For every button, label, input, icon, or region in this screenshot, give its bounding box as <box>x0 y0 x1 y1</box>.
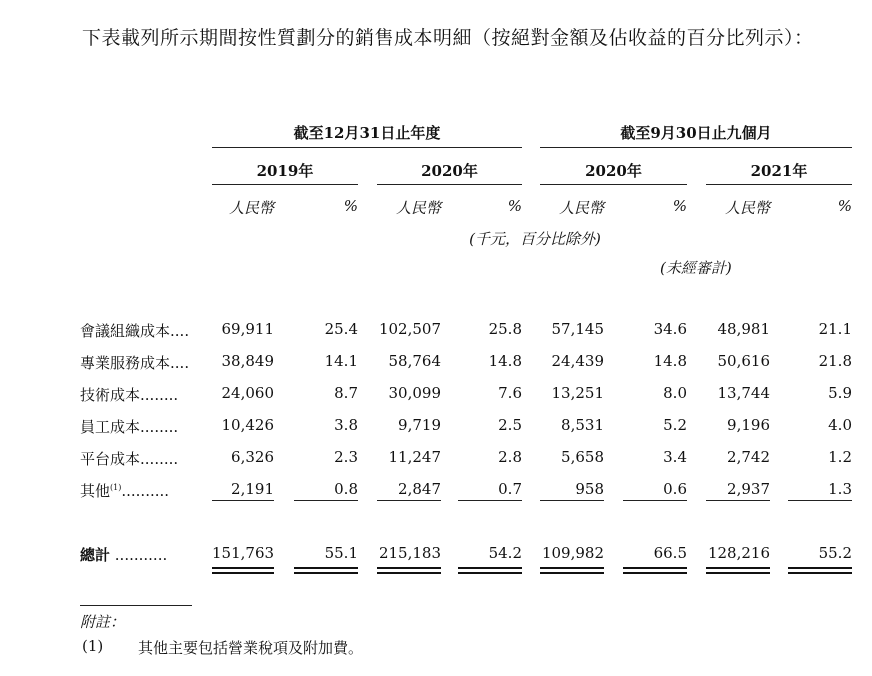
cell-value: 3.8 <box>334 416 358 434</box>
cell-value: 2.5 <box>498 416 522 434</box>
subtotal-rule <box>377 500 441 501</box>
total-value: 66.5 <box>653 544 687 562</box>
cell-value: 10,426 <box>221 416 274 434</box>
leader-dots: .... <box>170 354 190 372</box>
unit-percent: % <box>507 197 522 215</box>
cell-value: 2,937 <box>727 480 770 498</box>
cell-value: 1.2 <box>828 448 852 466</box>
total-double-rule <box>540 567 604 574</box>
note-text: 其他主要包括營業稅項及附加費。 <box>138 639 364 657</box>
leader-dots: .... <box>170 322 190 340</box>
leader-dots: ........... <box>110 546 168 564</box>
header-year: 2019年 <box>256 162 314 180</box>
row-label <box>80 384 195 405</box>
cell-value: 1.3 <box>828 480 852 498</box>
header-year: 2021年 <box>750 162 808 180</box>
total-double-rule <box>458 567 522 574</box>
row-label <box>80 416 195 437</box>
cell-value: 4.0 <box>828 416 852 434</box>
row-label-text: 技術成本 <box>80 386 141 404</box>
cell-value: 24,060 <box>221 384 274 402</box>
cell-value: 50,616 <box>717 352 770 370</box>
cell-value: 34.6 <box>653 320 687 338</box>
cell-value: 2,742 <box>727 448 770 466</box>
cell-value: 38,849 <box>221 352 274 370</box>
unaudited-note: (未經審計) <box>660 259 732 277</box>
cell-value: 2,191 <box>231 480 274 498</box>
header-nine-month-rule <box>540 147 852 148</box>
cell-value: 0.8 <box>334 480 358 498</box>
cell-value: 8.0 <box>663 384 687 402</box>
subtotal-rule <box>294 500 358 501</box>
cell-value: 2.8 <box>498 448 522 466</box>
total-double-rule <box>294 567 358 574</box>
leader-dots: .......... <box>121 482 170 500</box>
subtotal-rule <box>788 500 852 501</box>
cell-value: 13,744 <box>717 384 770 402</box>
cell-value: 5.9 <box>828 384 852 402</box>
footnote-marker: (1) <box>110 483 122 492</box>
cell-value: 14.8 <box>653 352 687 370</box>
header-nine-month-group: 截至9月30日止九個月 <box>620 124 772 142</box>
header-year-underline <box>377 184 522 185</box>
header-year-underline <box>212 184 358 185</box>
cell-value: 7.6 <box>498 384 522 402</box>
total-value: 55.1 <box>324 544 358 562</box>
cell-value: 24,439 <box>551 352 604 370</box>
cell-value: 5,658 <box>561 448 604 466</box>
subtotal-rule <box>212 500 274 501</box>
unit-rmb: 人民幣 <box>228 199 274 217</box>
cell-value: 21.1 <box>818 320 852 338</box>
cell-value: 8.7 <box>334 384 358 402</box>
total-double-rule <box>212 567 274 574</box>
cell-value: 958 <box>575 480 604 498</box>
header-year: 2020年 <box>421 162 478 180</box>
subtotal-rule <box>540 500 604 501</box>
cell-value: 2,847 <box>398 480 441 498</box>
cell-value: 0.7 <box>498 480 522 498</box>
header-year-underline <box>706 184 852 185</box>
total-value: 54.2 <box>488 544 522 562</box>
cell-value: 11,247 <box>388 448 441 466</box>
notes-separator <box>80 605 192 606</box>
note-number: (1) <box>82 637 104 655</box>
subtotal-rule <box>458 500 522 501</box>
unit-percent: % <box>672 197 687 215</box>
unit-percent: % <box>343 197 358 215</box>
notes-title: 附註： <box>80 613 126 631</box>
subtotal-rule <box>623 500 687 501</box>
unit-rmb: 人民幣 <box>558 199 604 217</box>
leader-dots: ........ <box>140 418 179 436</box>
cell-value: 3.4 <box>663 448 687 466</box>
total-value: 151,763 <box>212 544 275 562</box>
cell-value: 9,719 <box>398 416 441 434</box>
row-label-text: 會議組織成本 <box>80 322 171 340</box>
header-year-rule <box>212 147 522 148</box>
total-double-rule <box>788 567 852 574</box>
row-label-text: 平台成本 <box>80 450 141 468</box>
cell-value: 2.3 <box>334 448 358 466</box>
cell-value: 14.8 <box>488 352 522 370</box>
total-double-rule <box>706 567 770 574</box>
header-year-underline <box>540 184 687 185</box>
total-value: 215,183 <box>378 544 441 562</box>
row-label <box>80 448 195 469</box>
cell-value: 9,196 <box>727 416 770 434</box>
cell-value: 48,981 <box>717 320 770 338</box>
total-double-rule <box>377 567 441 574</box>
cell-value: 69,911 <box>221 320 274 338</box>
cell-value: 13,251 <box>551 384 604 402</box>
cell-value: 0.6 <box>663 480 687 498</box>
row-label-text: 其他 <box>80 482 111 500</box>
total-value: 55.2 <box>818 544 852 562</box>
unit-note: (千元，百分比除外) <box>469 230 601 248</box>
row-label <box>80 480 195 501</box>
row-label-text: 專業服務成本 <box>80 354 171 372</box>
total-label <box>80 544 195 565</box>
cell-value: 8,531 <box>561 416 604 434</box>
intro-paragraph: 下表載列所示期間按性質劃分的銷售成本明細（按絕對金額及佔收益的百分比列示）： <box>82 27 814 49</box>
row-label <box>80 352 195 373</box>
header-year: 2020年 <box>585 162 642 180</box>
cell-value: 58,764 <box>388 352 441 370</box>
cell-value: 14.1 <box>324 352 358 370</box>
header-year-group: 截至12月31日止年度 <box>293 124 441 142</box>
unit-rmb: 人民幣 <box>724 199 770 217</box>
unit-percent: % <box>837 197 852 215</box>
cell-value: 102,507 <box>378 320 441 338</box>
total-double-rule <box>623 567 687 574</box>
leader-dots: ........ <box>140 386 179 404</box>
total-value: 128,216 <box>707 544 770 562</box>
leader-dots: ........ <box>140 450 179 468</box>
total-label-text: 總計 <box>80 546 111 564</box>
row-label-text: 員工成本 <box>80 418 141 436</box>
cell-value: 21.8 <box>818 352 852 370</box>
subtotal-rule <box>706 500 770 501</box>
cell-value: 30,099 <box>388 384 441 402</box>
cell-value: 25.8 <box>488 320 522 338</box>
row-label <box>80 320 195 341</box>
total-value: 109,982 <box>541 544 604 562</box>
cell-value: 6,326 <box>231 448 274 466</box>
cell-value: 57,145 <box>551 320 604 338</box>
cell-value: 5.2 <box>663 416 687 434</box>
unit-rmb: 人民幣 <box>395 199 441 217</box>
cell-value: 25.4 <box>324 320 358 338</box>
